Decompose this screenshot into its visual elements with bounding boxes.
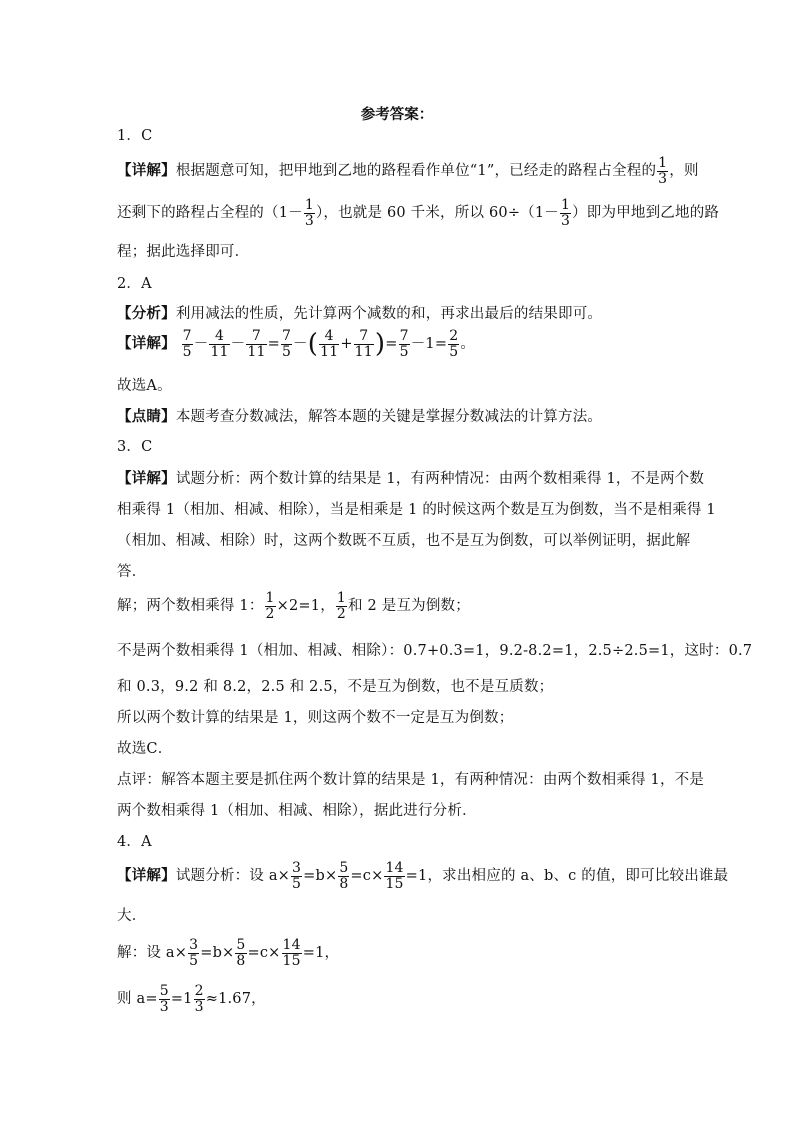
fraction-7-5 [281,329,292,359]
denominator: 2 [265,605,275,622]
op: = [267,336,280,353]
q2-analysis [117,302,602,323]
text: 本题考查分数减法，解答本题的关键是掌握分数减法的计算方法。 [175,409,603,425]
numerator: 2 [449,328,459,344]
fraction-4-11 [319,329,339,359]
numerator: 4 [319,329,339,345]
page-title: 参考答案： [360,106,434,123]
fraction-14-15 [282,938,302,968]
detail-label: 【详解】 [117,867,176,885]
text: ，则 [669,163,699,180]
comment-label: 【点睛】 [117,408,176,425]
q1-detail-line3: 程；据此选择即可． [117,244,250,260]
q3-detail-line1 [117,467,704,488]
text: =b× [303,868,338,885]
numerator: 4 [209,329,229,345]
text: 试题分析：设 a× [175,868,291,885]
q3-comment-line2: 两个数相乘得 1（相加、相减、相除），据此进行分析． [117,803,477,819]
denominator: 11 [320,343,339,360]
fraction-7-11 [246,329,266,359]
op: = [434,336,448,353]
fraction-4-11 [209,329,229,359]
text: ），也就是 60 千米，所以 60÷（1－ [315,205,559,222]
q3-comment-line1: 点评：解答本题主要是抓住两个数计算的结果是 1，有两种情况：由两个数相乘得 1，不是 [117,772,705,788]
numerator: 5 [236,937,246,953]
text: 解；两个数相乘得 1： [117,598,264,615]
text: =c× [247,945,281,962]
q3-conclusion: 所以两个数计算的结果是 1，则这两个数不一定是互为倒数； [117,710,514,726]
text: =1 [170,991,193,1008]
q3-detail-line3: （相加、相减、相除）时，这两个数既不互质，也不是互为倒数，可以举例证明，据此解 [117,533,691,549]
denominator: 5 [399,343,409,360]
numerator: 1 [304,197,314,213]
text: ×2=1， [276,598,335,615]
q3-example-line1: 不是两个数相乘得 1（相加、相减、相除）：0.7+0.3=1，9.2-8.2=1，2.5÷2.5=1，这时：0.7 [117,643,753,659]
denominator: 2 [336,605,347,622]
q4-solution [117,938,339,968]
op: － [193,336,209,353]
numerator: 14 [282,937,301,953]
q3-solution [117,591,470,621]
paren: ( [307,329,319,360]
denominator: 3 [159,998,169,1015]
numerator: 3 [292,860,302,876]
q1-answer: 1．C [117,128,153,144]
fraction-1-3 [657,156,668,186]
numerator: 1 [561,197,571,213]
q2-choose: 故选A。 [117,378,172,394]
text: 解：设 a× [117,945,188,962]
denominator: 8 [236,952,246,969]
text: 根据题意可知，把甲地到乙地的路程看作单位“1”，已经走的路程占全程的 [175,163,657,180]
op: －1 [410,336,435,353]
fraction-5-3 [159,984,170,1014]
fraction-7-11 [354,329,374,359]
text: =c× [350,868,384,885]
denominator: 3 [658,170,668,187]
numerator: 1 [658,155,668,171]
text: ）即为甲地到乙地的路 [572,205,720,222]
op: 。 [460,336,476,353]
q2-detail-equation [117,329,475,359]
q1-detail-line1 [117,156,699,186]
text: 和 2 是互为倒数； [348,598,470,615]
numerator: 7 [182,328,192,344]
fraction-5-8 [235,938,246,968]
paren: ) [374,329,386,360]
fraction-2-3 [194,984,205,1014]
numerator: 1 [336,590,347,606]
text: 则 a= [117,991,158,1008]
q2-answer: 2．A [117,276,152,292]
denominator: 3 [304,212,314,229]
fraction-3-5 [291,861,302,891]
q4-detail-line1 [117,861,728,891]
numerator: 7 [246,329,266,345]
numerator: 7 [354,329,374,345]
denominator: 11 [210,343,229,360]
fraction-5-8 [338,861,349,891]
fraction-7-5 [182,329,193,359]
denominator: 8 [339,875,349,892]
fraction-7-5 [399,329,410,359]
fraction-2-5 [448,329,459,359]
numerator: 5 [159,983,169,999]
denominator: 15 [282,952,301,969]
detail-label: 【详解】 [117,162,176,180]
q4-then [117,984,266,1014]
text: =b× [200,945,235,962]
denominator: 15 [385,875,404,892]
q1-detail-line2 [117,198,719,228]
text: 试题分析：两个数计算的结果是 1，有两种情况：由两个数相乘得 1，不是两个数 [175,471,705,487]
numerator: 2 [194,983,204,999]
fraction-14-15 [384,861,404,891]
fraction-3-5 [188,938,199,968]
denominator: 11 [247,343,266,360]
op: － [293,336,308,353]
analysis-label: 【分析】 [117,305,176,322]
fraction-1-2 [336,591,347,621]
q3-choose: 故选C． [117,741,173,757]
numerator: 5 [339,860,349,876]
q3-answer: 3．C [117,439,153,455]
denominator: 3 [561,212,571,229]
op: = [385,336,398,353]
denominator: 5 [182,343,192,360]
q2-comment [117,405,602,426]
q4-detail-line2: 大． [117,908,147,924]
text: 还剩下的路程占全程的（1－ [117,205,303,222]
denominator: 5 [292,875,302,892]
numerator: 14 [385,860,404,876]
q3-detail-line2: 相乘得 1（相加、相减、相除），当是相乘是 1 的时候这两个数是互为倒数，当不是相乘得 1 [117,502,716,518]
q4-answer: 4．A [117,834,152,850]
numerator: 3 [189,937,199,953]
numerator: 7 [281,328,292,344]
detail-label: 【详解】 [117,335,176,353]
numerator: 1 [265,590,275,606]
detail-label: 【详解】 [117,470,176,487]
text: ≈1.67， [205,991,266,1008]
q3-detail-line4: 答． [117,564,147,580]
q3-example-line2: 和 0.3，9.2 和 8.2，2.5 和 2.5，不是互为倒数，也不是互质数； [117,679,554,695]
denominator: 5 [189,952,199,969]
fraction-1-3 [304,198,315,228]
denominator: 5 [281,343,292,360]
op: － [230,336,246,353]
text: =1，求出相应的 a、b、c 的值，即可比较出谁最 [405,868,729,885]
text: 利用减法的性质，先计算两个减数的和，再求出最后的结果即可。 [175,306,603,322]
denominator: 3 [194,998,204,1015]
fraction-1-3 [560,198,571,228]
fraction-1-2 [265,591,276,621]
text: =1， [302,945,340,962]
op: + [340,336,353,353]
numerator: 7 [399,328,409,344]
denominator: 5 [449,343,459,360]
denominator: 11 [354,343,373,360]
